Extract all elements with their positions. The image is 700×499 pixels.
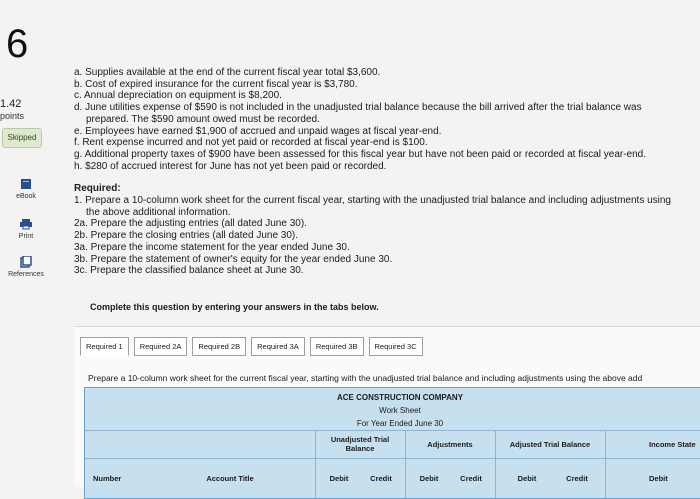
unadjusted-credit: Credit bbox=[370, 474, 392, 483]
account-title-header: Account Title bbox=[206, 474, 254, 483]
column-divider bbox=[85, 458, 700, 459]
unadjusted-header bbox=[319, 435, 401, 453]
printer-icon bbox=[20, 218, 32, 230]
column-line bbox=[315, 430, 316, 498]
adjustments-header: Adjustments bbox=[427, 440, 473, 449]
unadjusted-line-1: Unadjusted Trial bbox=[330, 435, 390, 444]
references-label: References bbox=[8, 271, 44, 278]
references-button[interactable] bbox=[6, 256, 46, 278]
ebook-button[interactable] bbox=[6, 178, 46, 200]
item-d: d. June utilities expense of $590 is not included in the unadjusted trial balance because the bill arrived after the trial balance was bbox=[74, 102, 642, 114]
item-d-continued: prepared. The $590 amount owed must be recorded. bbox=[86, 113, 320, 125]
points-display bbox=[0, 98, 24, 122]
book-icon bbox=[20, 178, 32, 190]
item-c: c. Annual depreciation on equipment is $8,200. bbox=[74, 90, 282, 102]
sheet-title: Work Sheet bbox=[379, 406, 421, 415]
required-line-1-continued: the above additional information. bbox=[86, 206, 231, 218]
adjusted-header: Adjusted Trial Balance bbox=[509, 440, 591, 449]
required-line-2b: 2b. Prepare the closing entries (all dated June 30). bbox=[74, 230, 299, 242]
required-line-1: 1. Prepare a 10-column work sheet for the current fiscal year, starting with the unadjusted trial balance and including adjustments using bbox=[74, 195, 671, 207]
item-h: h. $280 of accrued interest for June has not yet been paid or recorded. bbox=[74, 160, 387, 172]
tab-required-3a[interactable]: Required 3A bbox=[251, 337, 305, 356]
references-icon bbox=[20, 256, 32, 268]
tab-required-3c[interactable]: Required 3C bbox=[369, 337, 423, 356]
header-divider bbox=[85, 430, 700, 431]
worksheet-instruction: Prepare a 10-column work sheet for the current fiscal year, starting with the unadjusted trial balance and including adjustments using the above add bbox=[88, 373, 643, 383]
income-statement-header: Income State bbox=[649, 440, 696, 449]
points-value: 1.42 bbox=[0, 98, 22, 110]
status-badge: Skipped bbox=[2, 128, 42, 148]
answer-panel bbox=[74, 326, 700, 487]
column-line bbox=[605, 430, 606, 498]
required-line-3c: 3c. Prepare the classified balance sheet at June 30. bbox=[74, 265, 304, 277]
question-number: 6 bbox=[6, 22, 29, 66]
item-b: b. Cost of expired insurance for the current fiscal year is $3,780. bbox=[74, 78, 358, 90]
adjusted-credit: Credit bbox=[566, 474, 588, 483]
unadjusted-line-2: Balance bbox=[345, 444, 375, 453]
points-label: points bbox=[0, 111, 25, 121]
tab-required-2b[interactable]: Required 2B bbox=[192, 337, 246, 356]
required-line-3a: 3a. Prepare the income statement for the year ended June 30. bbox=[74, 241, 350, 253]
required-line-2a: 2a. Prepare the adjusting entries (all dated June 30). bbox=[74, 218, 307, 230]
sheet-period: For Year Ended June 30 bbox=[356, 419, 444, 428]
instruction-text: Complete this question by entering your answers in the tabs below. bbox=[90, 302, 379, 312]
item-e: e. Employees have earned $1,900 of accrued and unpaid wages at fiscal year-end. bbox=[74, 125, 442, 137]
unadjusted-debit: Debit bbox=[329, 474, 349, 483]
column-line bbox=[495, 430, 496, 498]
tab-required-3b[interactable]: Required 3B bbox=[310, 337, 364, 356]
tab-required-2a[interactable]: Required 2A bbox=[134, 337, 188, 356]
required-line-3b: 3b. Prepare the statement of owner's equity for the year ended June 30. bbox=[74, 253, 393, 265]
work-sheet-table bbox=[84, 387, 700, 499]
tab-required-1[interactable]: Required 1 bbox=[80, 337, 129, 356]
required-title: Required: bbox=[74, 183, 121, 195]
problem-text bbox=[74, 67, 694, 277]
adjustments-debit: Debit bbox=[419, 474, 439, 483]
item-a: a. Supplies available at the end of the current fiscal year total $3,600. bbox=[74, 67, 381, 78]
item-f: f. Rent expense incurred and not yet paid or recorded at fiscal year-end is $100. bbox=[74, 137, 428, 149]
ebook-label: eBook bbox=[16, 193, 36, 200]
print-label: Print bbox=[18, 233, 34, 240]
number-header: Number bbox=[93, 474, 122, 483]
column-line bbox=[405, 430, 406, 498]
adjusted-debit: Debit bbox=[517, 474, 537, 483]
adjustments-credit: Credit bbox=[460, 474, 482, 483]
print-button[interactable] bbox=[6, 218, 46, 240]
income-debit: Debit bbox=[649, 474, 668, 483]
tab-bar bbox=[80, 337, 423, 356]
item-g: g. Additional property taxes of $900 have been assessed for this fiscal year but have not been paid or recorded at fiscal year-end. bbox=[74, 148, 647, 160]
company-name: ACE CONSTRUCTION COMPANY bbox=[336, 393, 464, 402]
